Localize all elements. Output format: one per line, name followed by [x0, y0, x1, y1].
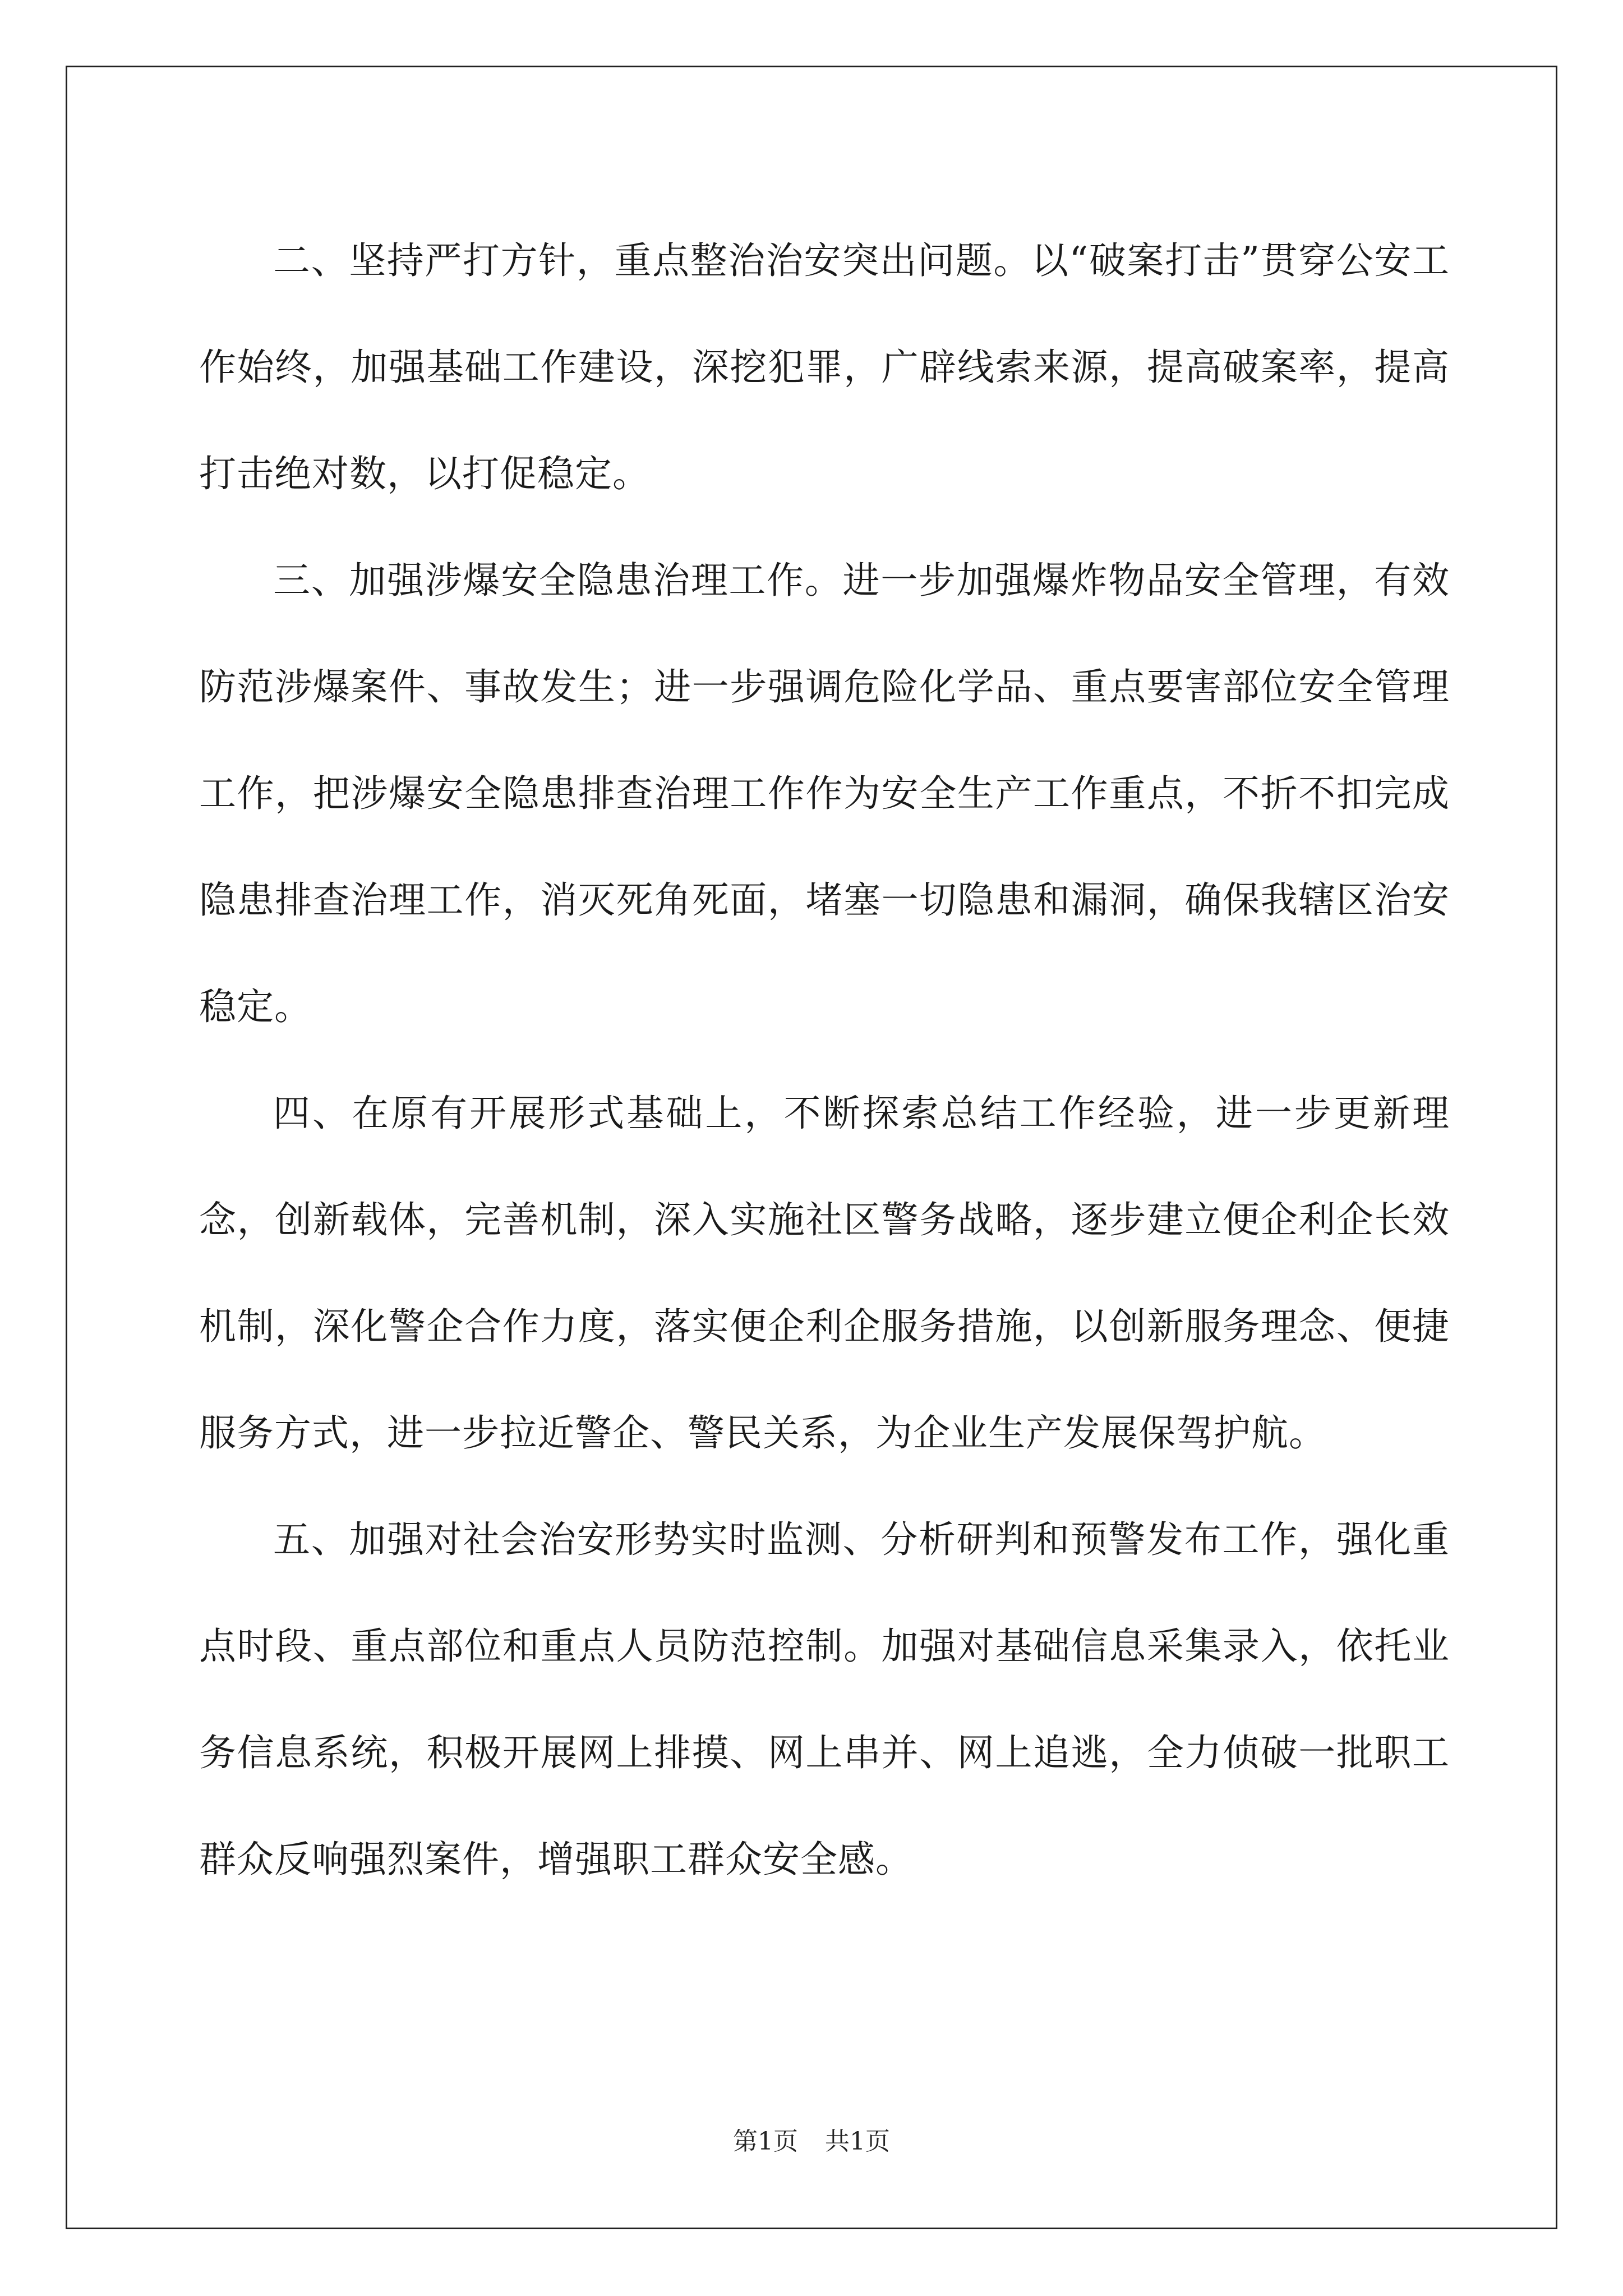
paragraph-4: 四、在原有开展形式基础上，不断探索总结工作经验，进一步更新理念，创新载体，完善机制，深入实施社区警务战略，逐步建立便企利企长效机制，深化警企合作力度，落实便企利企服务措施，以创新服务理念、便捷服务方式，进一步拉近警企、警民关系，为企业生产发展保驾护航。 — [199, 1092, 1450, 1455]
page-number: 第1页 — [733, 2127, 798, 2156]
page-footer — [0, 2125, 1623, 2159]
paragraph-5: 五、加强对社会治安形势实时监测、分析研判和预警发布工作，强化重点时段、重点部位和重点人员防范控制。加强对基础信息采集录入，依托业务信息系统，积极开展网上排摸、网上串并、网上追逃，全力侦破一批职工群众反响强烈案件，增强职工群众安全感。 — [199, 1518, 1450, 1881]
page-count: 共1页 — [825, 2127, 890, 2156]
paragraph-3: 三、加强涉爆安全隐患治理工作。进一步加强爆炸物品安全管理，有效防范涉爆案件、事故发生；进一步强调危险化学品、重点要害部位安全管理工作，把涉爆安全隐患排查治理工作作为安全生产工作重点，不折不扣完成隐患排查治理工作，消灭死角死面，堵塞一切隐患和漏洞，确保我辖区治安稳定。 — [199, 559, 1450, 1028]
paragraph-2: 二、坚持严打方针，重点整治治安突出问题。以“破案打击”贯穿公安工作始终，加强基础工作建设，深挖犯罪，广辟线索来源，提高破案率，提高打击绝对数，以打促稳定。 — [199, 239, 1450, 495]
document-body — [199, 208, 1450, 1913]
